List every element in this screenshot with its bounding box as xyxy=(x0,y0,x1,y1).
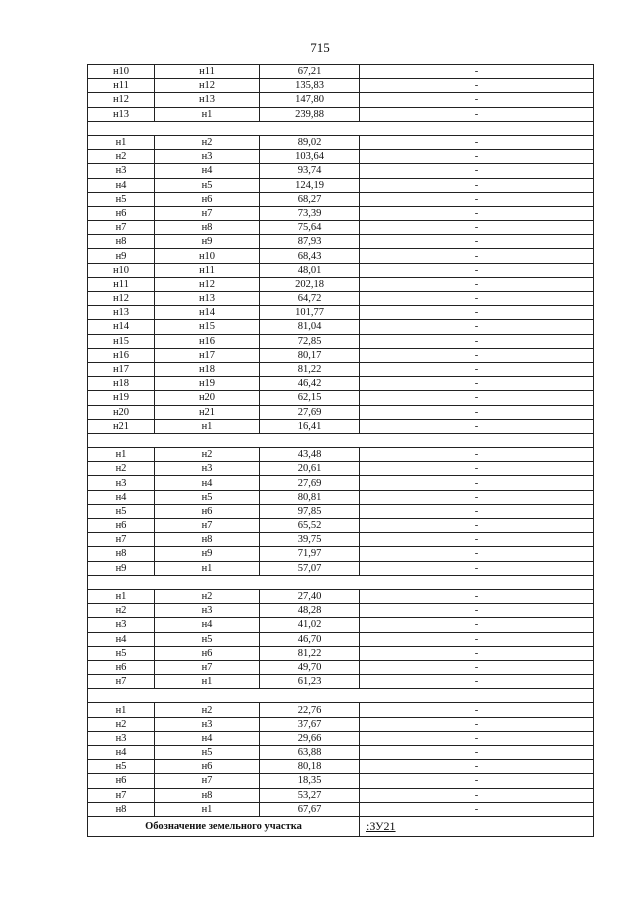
from-point-cell: н6 xyxy=(88,660,155,674)
from-point-cell: н8 xyxy=(88,235,155,249)
to-point-cell: н3 xyxy=(155,150,260,164)
to-point-cell: н3 xyxy=(155,462,260,476)
length-cell: 89,02 xyxy=(260,135,360,149)
table-row xyxy=(88,320,594,334)
length-cell: 46,70 xyxy=(260,632,360,646)
to-point-cell: н5 xyxy=(155,746,260,760)
to-point-cell: н1 xyxy=(155,107,260,121)
length-cell: 202,18 xyxy=(260,277,360,291)
table-row xyxy=(88,377,594,391)
from-point-cell: н9 xyxy=(88,249,155,263)
to-point-cell: н17 xyxy=(155,348,260,362)
from-point-cell: н11 xyxy=(88,277,155,291)
table-row xyxy=(88,462,594,476)
to-point-cell: н8 xyxy=(155,788,260,802)
note-cell: - xyxy=(360,547,594,561)
table-row xyxy=(88,547,594,561)
note-cell: - xyxy=(360,462,594,476)
note-cell: - xyxy=(360,646,594,660)
separator-cell xyxy=(88,433,594,447)
table-row xyxy=(88,703,594,717)
length-cell: 97,85 xyxy=(260,504,360,518)
table-row xyxy=(88,774,594,788)
length-cell: 48,28 xyxy=(260,604,360,618)
table-row xyxy=(88,150,594,164)
to-point-cell: н10 xyxy=(155,249,260,263)
note-cell: - xyxy=(360,164,594,178)
table-row xyxy=(88,448,594,462)
from-point-cell: н4 xyxy=(88,746,155,760)
note-cell: - xyxy=(360,178,594,192)
length-cell: 239,88 xyxy=(260,107,360,121)
length-cell: 80,17 xyxy=(260,348,360,362)
table-row xyxy=(88,604,594,618)
note-cell: - xyxy=(360,107,594,121)
block-separator-row xyxy=(88,689,594,703)
from-point-cell: н9 xyxy=(88,561,155,575)
to-point-cell: н1 xyxy=(155,675,260,689)
length-cell: 27,40 xyxy=(260,589,360,603)
length-cell: 46,42 xyxy=(260,377,360,391)
to-point-cell: н18 xyxy=(155,362,260,376)
from-point-cell: н1 xyxy=(88,135,155,149)
length-cell: 71,97 xyxy=(260,547,360,561)
note-cell: - xyxy=(360,391,594,405)
length-cell: 57,07 xyxy=(260,561,360,575)
from-point-cell: н2 xyxy=(88,717,155,731)
note-cell: - xyxy=(360,79,594,93)
note-cell: - xyxy=(360,405,594,419)
note-cell: - xyxy=(360,561,594,575)
note-cell: - xyxy=(360,135,594,149)
table-row xyxy=(88,731,594,745)
length-cell: 37,67 xyxy=(260,717,360,731)
note-cell: - xyxy=(360,277,594,291)
to-point-cell: н8 xyxy=(155,221,260,235)
table-row xyxy=(88,235,594,249)
block-separator-row xyxy=(88,121,594,135)
table-row xyxy=(88,490,594,504)
length-cell: 87,93 xyxy=(260,235,360,249)
to-point-cell: н8 xyxy=(155,533,260,547)
from-point-cell: н13 xyxy=(88,107,155,121)
table-row xyxy=(88,632,594,646)
separator-cell xyxy=(88,121,594,135)
to-point-cell: н6 xyxy=(155,760,260,774)
note-cell: - xyxy=(360,490,594,504)
note-cell: - xyxy=(360,150,594,164)
from-point-cell: н4 xyxy=(88,178,155,192)
note-cell: - xyxy=(360,419,594,433)
length-cell: 43,48 xyxy=(260,448,360,462)
from-point-cell: н6 xyxy=(88,519,155,533)
table-row xyxy=(88,292,594,306)
note-cell: - xyxy=(360,476,594,490)
to-point-cell: н9 xyxy=(155,235,260,249)
note-cell: - xyxy=(360,362,594,376)
from-point-cell: н12 xyxy=(88,292,155,306)
table-row xyxy=(88,589,594,603)
length-cell: 68,43 xyxy=(260,249,360,263)
note-cell: - xyxy=(360,802,594,816)
length-cell: 18,35 xyxy=(260,774,360,788)
to-point-cell: н4 xyxy=(155,164,260,178)
separator-cell xyxy=(88,575,594,589)
to-point-cell: н7 xyxy=(155,206,260,220)
block-separator-row xyxy=(88,433,594,447)
note-cell: - xyxy=(360,533,594,547)
note-cell: - xyxy=(360,589,594,603)
table-row xyxy=(88,660,594,674)
table-row xyxy=(88,93,594,107)
to-point-cell: н19 xyxy=(155,377,260,391)
table-row xyxy=(88,164,594,178)
length-cell: 124,19 xyxy=(260,178,360,192)
length-cell: 75,64 xyxy=(260,221,360,235)
length-cell: 72,85 xyxy=(260,334,360,348)
table-row xyxy=(88,362,594,376)
to-point-cell: н3 xyxy=(155,604,260,618)
table-row xyxy=(88,646,594,660)
to-point-cell: н20 xyxy=(155,391,260,405)
to-point-cell: н3 xyxy=(155,717,260,731)
length-cell: 101,77 xyxy=(260,306,360,320)
note-cell: - xyxy=(360,235,594,249)
length-cell: 81,22 xyxy=(260,646,360,660)
from-point-cell: н1 xyxy=(88,703,155,717)
note-cell: - xyxy=(360,448,594,462)
to-point-cell: н5 xyxy=(155,632,260,646)
to-point-cell: н12 xyxy=(155,277,260,291)
table-row xyxy=(88,760,594,774)
to-point-cell: н2 xyxy=(155,703,260,717)
note-cell: - xyxy=(360,292,594,306)
table-row xyxy=(88,221,594,235)
boundary-segments-table xyxy=(87,64,594,837)
table-row xyxy=(88,65,594,79)
to-point-cell: н6 xyxy=(155,646,260,660)
length-cell: 61,23 xyxy=(260,675,360,689)
note-cell: - xyxy=(360,675,594,689)
length-cell: 80,18 xyxy=(260,760,360,774)
table-row xyxy=(88,746,594,760)
from-point-cell: н5 xyxy=(88,192,155,206)
to-point-cell: н4 xyxy=(155,731,260,745)
from-point-cell: н1 xyxy=(88,589,155,603)
note-cell: - xyxy=(360,263,594,277)
from-point-cell: н4 xyxy=(88,490,155,504)
table-row xyxy=(88,533,594,547)
separator-cell xyxy=(88,689,594,703)
note-cell: - xyxy=(360,93,594,107)
length-cell: 93,74 xyxy=(260,164,360,178)
to-point-cell: н4 xyxy=(155,476,260,490)
table-row xyxy=(88,135,594,149)
length-cell: 27,69 xyxy=(260,405,360,419)
from-point-cell: н17 xyxy=(88,362,155,376)
from-point-cell: н7 xyxy=(88,533,155,547)
length-cell: 63,88 xyxy=(260,746,360,760)
table-row xyxy=(88,192,594,206)
note-cell: - xyxy=(360,65,594,79)
to-point-cell: н2 xyxy=(155,135,260,149)
to-point-cell: н7 xyxy=(155,519,260,533)
to-point-cell: н1 xyxy=(155,561,260,575)
from-point-cell: н16 xyxy=(88,348,155,362)
from-point-cell: н6 xyxy=(88,206,155,220)
length-cell: 65,52 xyxy=(260,519,360,533)
from-point-cell: н2 xyxy=(88,462,155,476)
from-point-cell: н14 xyxy=(88,320,155,334)
table-row xyxy=(88,391,594,405)
land-plot-code: :ЗУ21 xyxy=(360,816,594,836)
note-cell: - xyxy=(360,660,594,674)
table-row xyxy=(88,788,594,802)
table-row xyxy=(88,348,594,362)
to-point-cell: н13 xyxy=(155,93,260,107)
note-cell: - xyxy=(360,618,594,632)
length-cell: 68,27 xyxy=(260,192,360,206)
from-point-cell: н5 xyxy=(88,646,155,660)
length-cell: 80,81 xyxy=(260,490,360,504)
table-body xyxy=(88,65,594,837)
length-cell: 49,70 xyxy=(260,660,360,674)
from-point-cell: н5 xyxy=(88,504,155,518)
to-point-cell: н6 xyxy=(155,504,260,518)
to-point-cell: н14 xyxy=(155,306,260,320)
length-cell: 67,21 xyxy=(260,65,360,79)
note-cell: - xyxy=(360,604,594,618)
length-cell: 20,61 xyxy=(260,462,360,476)
land-plot-designation-label: Обозначение земельного участка xyxy=(88,816,360,836)
table-row xyxy=(88,107,594,121)
from-point-cell: н7 xyxy=(88,675,155,689)
to-point-cell: н4 xyxy=(155,618,260,632)
note-cell: - xyxy=(360,703,594,717)
from-point-cell: н1 xyxy=(88,448,155,462)
table-row xyxy=(88,476,594,490)
length-cell: 73,39 xyxy=(260,206,360,220)
note-cell: - xyxy=(360,746,594,760)
note-cell: - xyxy=(360,320,594,334)
table-row xyxy=(88,618,594,632)
from-point-cell: н10 xyxy=(88,263,155,277)
length-cell: 135,83 xyxy=(260,79,360,93)
length-cell: 147,80 xyxy=(260,93,360,107)
length-cell: 103,64 xyxy=(260,150,360,164)
to-point-cell: н16 xyxy=(155,334,260,348)
to-point-cell: н21 xyxy=(155,405,260,419)
to-point-cell: н2 xyxy=(155,448,260,462)
note-cell: - xyxy=(360,192,594,206)
to-point-cell: н13 xyxy=(155,292,260,306)
to-point-cell: н12 xyxy=(155,79,260,93)
to-point-cell: н7 xyxy=(155,660,260,674)
length-cell: 62,15 xyxy=(260,391,360,405)
from-point-cell: н2 xyxy=(88,604,155,618)
note-cell: - xyxy=(360,788,594,802)
length-cell: 39,75 xyxy=(260,533,360,547)
note-cell: - xyxy=(360,731,594,745)
length-cell: 27,69 xyxy=(260,476,360,490)
note-cell: - xyxy=(360,717,594,731)
note-cell: - xyxy=(360,760,594,774)
table-row xyxy=(88,263,594,277)
length-cell: 48,01 xyxy=(260,263,360,277)
note-cell: - xyxy=(360,504,594,518)
from-point-cell: н15 xyxy=(88,334,155,348)
from-point-cell: н12 xyxy=(88,93,155,107)
length-cell: 22,76 xyxy=(260,703,360,717)
from-point-cell: н3 xyxy=(88,731,155,745)
from-point-cell: н19 xyxy=(88,391,155,405)
table-row xyxy=(88,178,594,192)
note-cell: - xyxy=(360,221,594,235)
table-row xyxy=(88,405,594,419)
land-plot-designation-row xyxy=(88,816,594,836)
length-cell: 67,67 xyxy=(260,802,360,816)
from-point-cell: н8 xyxy=(88,547,155,561)
table-row xyxy=(88,249,594,263)
table-row xyxy=(88,206,594,220)
note-cell: - xyxy=(360,334,594,348)
table-row xyxy=(88,561,594,575)
block-separator-row xyxy=(88,575,594,589)
table-row xyxy=(88,519,594,533)
from-point-cell: н10 xyxy=(88,65,155,79)
to-point-cell: н2 xyxy=(155,589,260,603)
note-cell: - xyxy=(360,249,594,263)
to-point-cell: н5 xyxy=(155,490,260,504)
page-number: 715 xyxy=(310,40,330,55)
from-point-cell: н7 xyxy=(88,788,155,802)
length-cell: 16,41 xyxy=(260,419,360,433)
from-point-cell: н20 xyxy=(88,405,155,419)
length-cell: 64,72 xyxy=(260,292,360,306)
table-row xyxy=(88,504,594,518)
to-point-cell: н11 xyxy=(155,65,260,79)
length-cell: 81,04 xyxy=(260,320,360,334)
from-point-cell: н5 xyxy=(88,760,155,774)
from-point-cell: н3 xyxy=(88,476,155,490)
length-cell: 53,27 xyxy=(260,788,360,802)
note-cell: - xyxy=(360,774,594,788)
to-point-cell: н7 xyxy=(155,774,260,788)
to-point-cell: н11 xyxy=(155,263,260,277)
table-row xyxy=(88,277,594,291)
to-point-cell: н5 xyxy=(155,178,260,192)
length-cell: 81,22 xyxy=(260,362,360,376)
to-point-cell: н15 xyxy=(155,320,260,334)
from-point-cell: н3 xyxy=(88,164,155,178)
from-point-cell: н7 xyxy=(88,221,155,235)
length-cell: 41,02 xyxy=(260,618,360,632)
from-point-cell: н8 xyxy=(88,802,155,816)
table-row xyxy=(88,802,594,816)
from-point-cell: н21 xyxy=(88,419,155,433)
from-point-cell: н2 xyxy=(88,150,155,164)
from-point-cell: н3 xyxy=(88,618,155,632)
from-point-cell: н13 xyxy=(88,306,155,320)
note-cell: - xyxy=(360,306,594,320)
to-point-cell: н9 xyxy=(155,547,260,561)
table-row xyxy=(88,717,594,731)
note-cell: - xyxy=(360,519,594,533)
to-point-cell: н1 xyxy=(155,802,260,816)
note-cell: - xyxy=(360,377,594,391)
from-point-cell: н18 xyxy=(88,377,155,391)
from-point-cell: н11 xyxy=(88,79,155,93)
note-cell: - xyxy=(360,348,594,362)
table-row xyxy=(88,675,594,689)
note-cell: - xyxy=(360,206,594,220)
to-point-cell: н1 xyxy=(155,419,260,433)
table-row xyxy=(88,419,594,433)
to-point-cell: н6 xyxy=(155,192,260,206)
table-row xyxy=(88,306,594,320)
table-row xyxy=(88,334,594,348)
length-cell: 29,66 xyxy=(260,731,360,745)
from-point-cell: н6 xyxy=(88,774,155,788)
table-row xyxy=(88,79,594,93)
from-point-cell: н4 xyxy=(88,632,155,646)
note-cell: - xyxy=(360,632,594,646)
